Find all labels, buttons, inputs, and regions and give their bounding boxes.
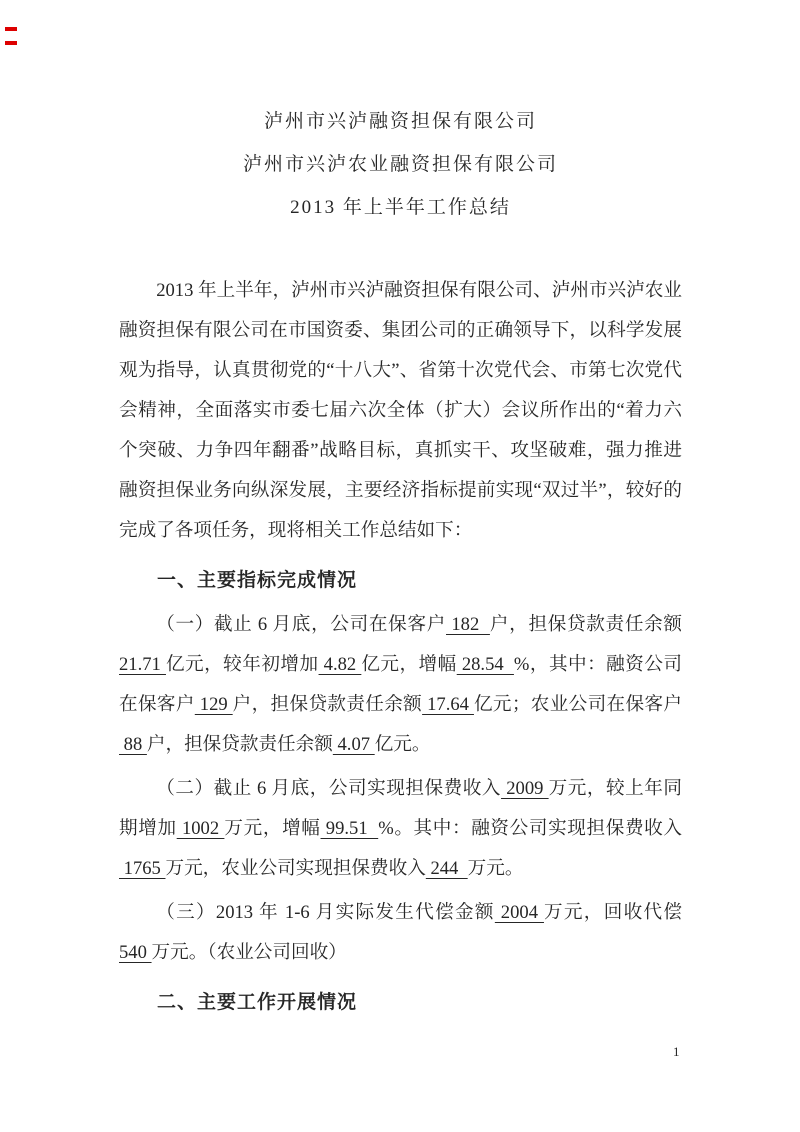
text-run: 亿元，增幅	[361, 654, 457, 675]
paragraph	[119, 605, 682, 765]
text-run: 亿元。	[374, 734, 431, 755]
text-run: （一）截止 6 月底，公司在保客户	[156, 614, 447, 635]
underlined-value: 17.64	[422, 694, 474, 715]
text-run: 一、主要指标完成情况	[157, 570, 358, 591]
text-run: 户，担保贷款责任余额	[489, 614, 682, 635]
underlined-value: 99.51	[320, 818, 379, 839]
underlined-value: 2004	[494, 902, 544, 923]
red-correction-mark	[5, 41, 17, 45]
underlined-value: 182	[446, 614, 490, 635]
document-title-line-1: 泸州市兴泸融资担保有限公司	[263, 111, 537, 132]
underlined-value: 4.82	[318, 654, 362, 675]
underlined-value: 21.71	[119, 654, 166, 675]
underlined-value: 129	[194, 694, 233, 715]
document-body	[119, 271, 682, 1023]
underlined-value: 4.07	[332, 734, 375, 755]
document-title-line-2: 泸州市兴泸农业融资担保有限公司	[242, 154, 558, 175]
text-run: 户，担保贷款责任余额	[146, 734, 333, 755]
section-heading	[119, 983, 682, 1023]
text-run: 万元，较上年同期增加	[119, 778, 682, 839]
underlined-value: 540	[119, 942, 152, 963]
section-heading	[119, 561, 682, 601]
underlined-value: 1002	[176, 818, 225, 839]
text-run: 万元。	[467, 858, 524, 879]
paragraph	[119, 893, 682, 973]
text-run: 亿元，较年初增加	[165, 654, 319, 675]
underlined-value: 244	[425, 858, 468, 879]
underlined-value: 2009	[501, 778, 549, 799]
text-run: （二）截止 6 月底，公司实现担保费收入	[156, 778, 502, 799]
text-run: 万元。（农业公司回收）	[151, 942, 347, 963]
text-run: 万元，回收代偿	[543, 902, 683, 923]
page-content	[119, 100, 682, 1023]
text-run: 2013 年上半年，泸州市兴泸融资担保有限公司、泸州市兴泸农业融资担保有限公司在市国资委、集团公司的正确领导下，以科学发展观为指导，认真贯彻党的“十八大”、省第十次党代会、市第七次党代会精神，全面落实市委七届六次全体（扩大）会议所作出的“着力六个突破、力争四年翻番”战略目标，真抓实干、攻坚破难，强力推进融资担保业务向纵深发展，主要经济指标提前实现“双过半”，较好的完成了各项任务，现将相关工作总结如下：	[119, 280, 682, 541]
text-run: 万元，增幅	[224, 818, 321, 839]
title-block	[119, 100, 682, 229]
text-run: 二、主要工作开展情况	[157, 992, 358, 1013]
paragraph	[119, 271, 682, 551]
paragraph	[119, 769, 682, 889]
text-run: %，其中：融资公司在保客户	[119, 654, 682, 715]
red-correction-mark	[5, 27, 17, 31]
text-run: 万元，农业公司实现担保费收入	[165, 858, 426, 879]
text-run: %。其中：融资公司实现担保费收入	[378, 818, 682, 839]
underlined-value: 28.54	[456, 654, 514, 675]
document-title-line-3: 2013 年上半年工作总结	[290, 197, 511, 218]
page-number: 1	[673, 1044, 680, 1059]
underlined-value: 88	[119, 734, 147, 755]
underlined-value: 1765	[119, 858, 166, 879]
text-run: （三）2013 年 1-6 月实际发生代偿金额	[156, 902, 495, 923]
text-run: 亿元；农业公司在保客户	[473, 694, 682, 715]
text-run: 户，担保贷款责任余额	[232, 694, 423, 715]
